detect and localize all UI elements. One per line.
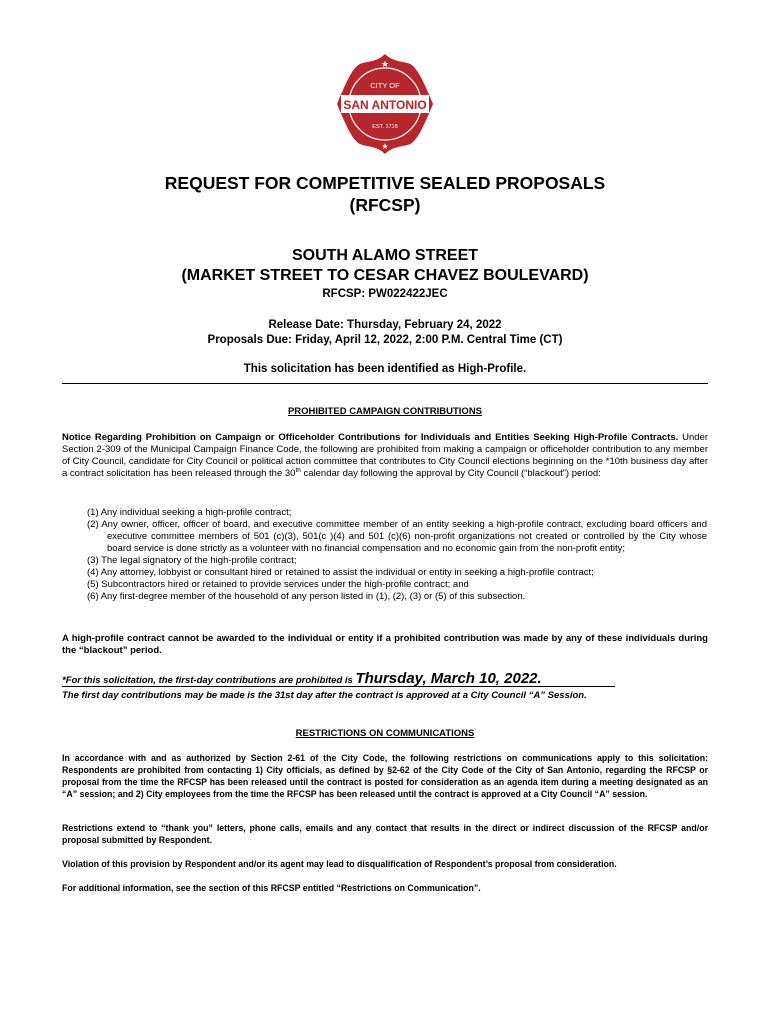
notice-paragraph xyxy=(62,432,708,480)
seal-san-antonio: SAN ANTONIO xyxy=(343,98,427,112)
seal-star-top: ★ xyxy=(380,60,390,70)
prohibited-persons-list xyxy=(87,507,707,603)
prohibited-contributions-heading: PROHIBITED CAMPAIGN CONTRIBUTIONS xyxy=(287,406,483,417)
list-item: (6) Any first-degree member of the household of any person listed in (1), (2), (3) or (5) of this subsection. xyxy=(87,591,526,602)
document-title-line1: REQUEST FOR COMPETITIVE SEALED PROPOSALS xyxy=(164,173,606,193)
divider-top xyxy=(62,383,708,384)
high-profile-note: This solicitation has been identified as High-Profile. xyxy=(243,363,527,375)
release-date: Release Date: Thursday, February 24, 2022 xyxy=(268,319,502,331)
notice-body-1: Under Section 2-309 of the Municipal Campaign Finance Code, the following are prohibited from making a campaign or officeholder contribution to any member of City Council, candidate for City Council or political action committee that contributes to City Council elections beginning on the *10th business day after a contract solicitation has been released through the 30 xyxy=(62,432,708,479)
seal-city-of: CITY OF xyxy=(370,81,400,90)
first-day-prefix: *For this solicitation, the first-day contributions are prohibited is xyxy=(62,675,356,686)
first-day-date: Thursday, March 10, 2022. xyxy=(355,670,542,687)
seal-est: EST. 1718 xyxy=(372,124,398,130)
project-name-line2: (MARKET STREET TO CESAR CHAVEZ BOULEVARD) xyxy=(181,267,589,284)
project-name xyxy=(60,246,710,286)
list-item: (5) Subcontractors hired or retained to provide services under the high-profile contract; and xyxy=(87,579,469,590)
notice-superscript: th xyxy=(295,466,301,474)
notice-body-2: calendar day following the approval by City Council (“blackout”) period: xyxy=(300,468,601,479)
blackout-note: A high-profile contract cannot be awarded to the individual or entity if a prohibited contribution was made by any of these individuals during the “blackout” period. xyxy=(62,633,708,656)
dates-block xyxy=(60,318,710,348)
document-title xyxy=(60,172,710,216)
restrictions-paragraph-2: Restrictions extend to “thank you” letters, phone calls, emails and any contact that results in the direct or indirect discussion of the RFCSP and/or proposal submitted by Respondent. xyxy=(62,823,708,845)
restrictions-paragraph-1: In accordance with and as authorized by Section 2-61 of the City Code, the following restrictions on communications apply to this solicitation: Respondents are prohibited from contacting 1) City officials, as defined by §2-62 of the City Code of the City of San Antonio, regarding the RFCSP or proposal from the time the RFCSP has been released until the contract is posted for consideration as an agenda item during a meeting designated as an “A” session; and 2) City employees from the time the RFCSP has been released until the contract is approved at a City Council “A” session. xyxy=(62,753,708,799)
restrictions-heading: RESTRICTIONS ON COMMUNICATIONS xyxy=(295,728,475,739)
notice-lead: Notice Regarding Prohibition on Campaign or Officeholder Contributions for Individuals and Entities Seeking High-Profile Contracts. xyxy=(62,432,679,443)
restrictions-paragraph-3: Violation of this provision by Respondent and/or its agent may lead to disqualification of Respondent’s proposal from consideration. xyxy=(62,859,617,869)
city-of-san-antonio-seal xyxy=(333,52,437,156)
first-day-line2: The first day contributions may be made is the 31st day after the contract is approved at a City Council “A” Session. xyxy=(62,690,587,701)
document-title-line2: (RFCSP) xyxy=(349,195,421,215)
list-item: (4) Any attorney, lobbyist or consultant hired or retained to assist the individual or entity in seeking a high-profile contract; xyxy=(87,567,594,578)
divider-middle xyxy=(62,686,615,687)
restrictions-paragraph-4: For additional information, see the section of this RFCSP entitled “Restrictions on Communication”. xyxy=(62,883,481,893)
list-item: (3) The legal signatory of the high-profile contract; xyxy=(87,555,297,566)
seal-star-bottom: ★ xyxy=(381,142,389,151)
proposals-due-date: Proposals Due: Friday, April 12, 2022, 2:00 P.M. Central Time (CT) xyxy=(207,334,563,346)
project-name-line1: SOUTH ALAMO STREET xyxy=(291,247,479,264)
list-item: (1) Any individual seeking a high-profile contract; xyxy=(87,507,292,518)
rfcsp-number: RFCSP: PW022422JEC xyxy=(322,288,448,300)
list-item: (2) Any owner, officer, officer of board, and executive committee member of an entity seeking a high-profile contract, excluding board officers and executive committee members of 501 (c)(3), 501(c )(4) and 501 (c)(6) non-profit organizations not created or controlled by the City whose board service is done strictly as a volunteer with no financial compensation and no economic gain from the non-profit entity; xyxy=(87,519,707,554)
